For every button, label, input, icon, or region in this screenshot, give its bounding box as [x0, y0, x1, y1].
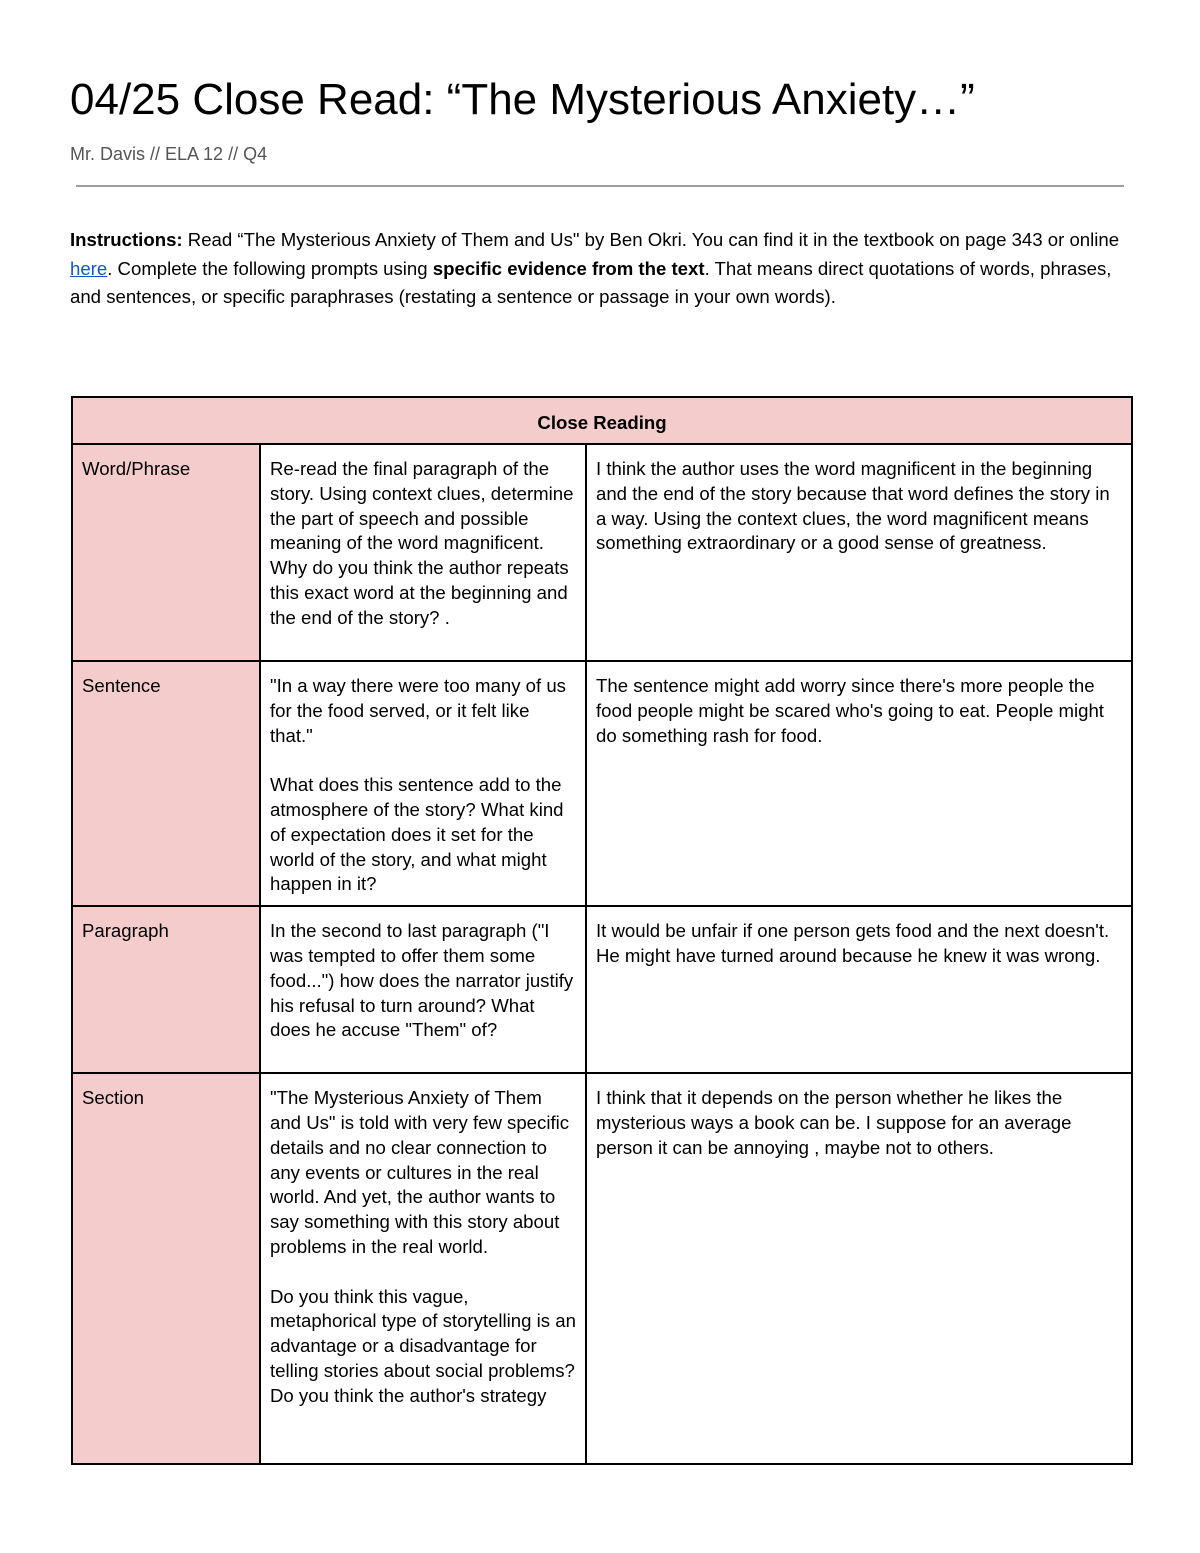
table-row-sentence [72, 661, 1132, 906]
table-header: Close Reading [72, 397, 1132, 444]
prompt-cell-sentence [260, 661, 586, 906]
response-cell-paragraph[interactable] [586, 906, 1132, 1073]
row-label-sentence: Sentence [72, 661, 260, 906]
instructions-text-3: . That means direct quotations of words, phrases, and sentences, or specific paraphrases (restating a sentence or passage in your own words). [70, 257, 1112, 308]
prompt-cell-paragraph [260, 906, 586, 1073]
prompt-cell-section [260, 1073, 586, 1464]
response-text: I think that it depends on the person whether he likes the mysterious ways a book can be. I suppose for an average person it can be annoying , maybe not to others. [596, 1087, 1072, 1158]
instructions-text-1: Read “The Mysterious Anxiety of Them and Us" by Ben Okri. You can find it in the textbook on page 343 or online [182, 229, 1120, 250]
table-row-paragraph [72, 906, 1132, 1073]
response-cell-sentence[interactable] [586, 661, 1132, 906]
response-cell-word-phrase[interactable] [586, 444, 1132, 661]
here-link[interactable]: here [70, 257, 108, 279]
table-row-word-phrase [72, 444, 1132, 661]
prompt-paragraph: In the second to last paragraph ("I was tempted to offer them some food...") how does the narrator justify his refusal to turn around? What does he accuse "Them" of? [270, 920, 574, 1041]
prompt-paragraph: "The Mysterious Anxiety of Them and Us" is told with very few specific details and no clear connection to any events or cultures in the real world. And yet, the author wants to say something with this story about problems in the real world. [270, 1087, 570, 1257]
instructions-text-2: . Complete the following prompts using [107, 257, 433, 279]
page-title: 04/25 Close Read: “The Mysterious Anxiety…” [70, 75, 975, 124]
page-subtitle: Mr. Davis // ELA 12 // Q4 [70, 144, 268, 164]
close-reading-table [71, 396, 1133, 1465]
prompt-cell-word-phrase [260, 444, 586, 661]
row-label-paragraph: Paragraph [72, 906, 260, 1073]
prompt-paragraph: Do you think this vague, metaphorical type of storytelling is an advantage or a disadvantage for telling stories about social problems? Do you think the author's strategy [270, 1285, 576, 1406]
instructions-paragraph [70, 226, 1130, 312]
response-cell-section[interactable] [586, 1073, 1132, 1464]
prompt-quote: "In a way there were too many of us for the food served, or it felt like that." [270, 675, 566, 746]
instructions-label: Instructions: [70, 229, 183, 250]
prompt-paragraph: Re-read the final paragraph of the story. Using context clues, determine the part of speech and possible meaning of the word magnificent. Why do you think the author repeats this exact word at the beginning and the end of the story? . [270, 458, 574, 628]
horizontal-divider [76, 185, 1124, 187]
response-text: I think the author uses the word magnificent in the beginning and the end of the story because that word defines the story in a way. Using the context clues, the word magnificent means something extraordinary or a good sense of greatness. [596, 458, 1110, 554]
table-row-section [72, 1073, 1132, 1464]
row-label-word-phrase: Word/Phrase [72, 444, 260, 661]
response-text: It would be unfair if one person gets food and the next doesn't. He might have turned around because he knew it was wrong. [596, 920, 1110, 966]
response-text: The sentence might add worry since there's more people the food people might be scared who's going to eat. People might do something rash for food. [596, 675, 1104, 746]
row-label-section: Section [72, 1073, 260, 1464]
instructions-emphasis: specific evidence from the text [432, 257, 705, 279]
prompt-paragraph: What does this sentence add to the atmosphere of the story? What kind of expectation does it set for the world of the story, and what might happen in it? [270, 774, 564, 895]
